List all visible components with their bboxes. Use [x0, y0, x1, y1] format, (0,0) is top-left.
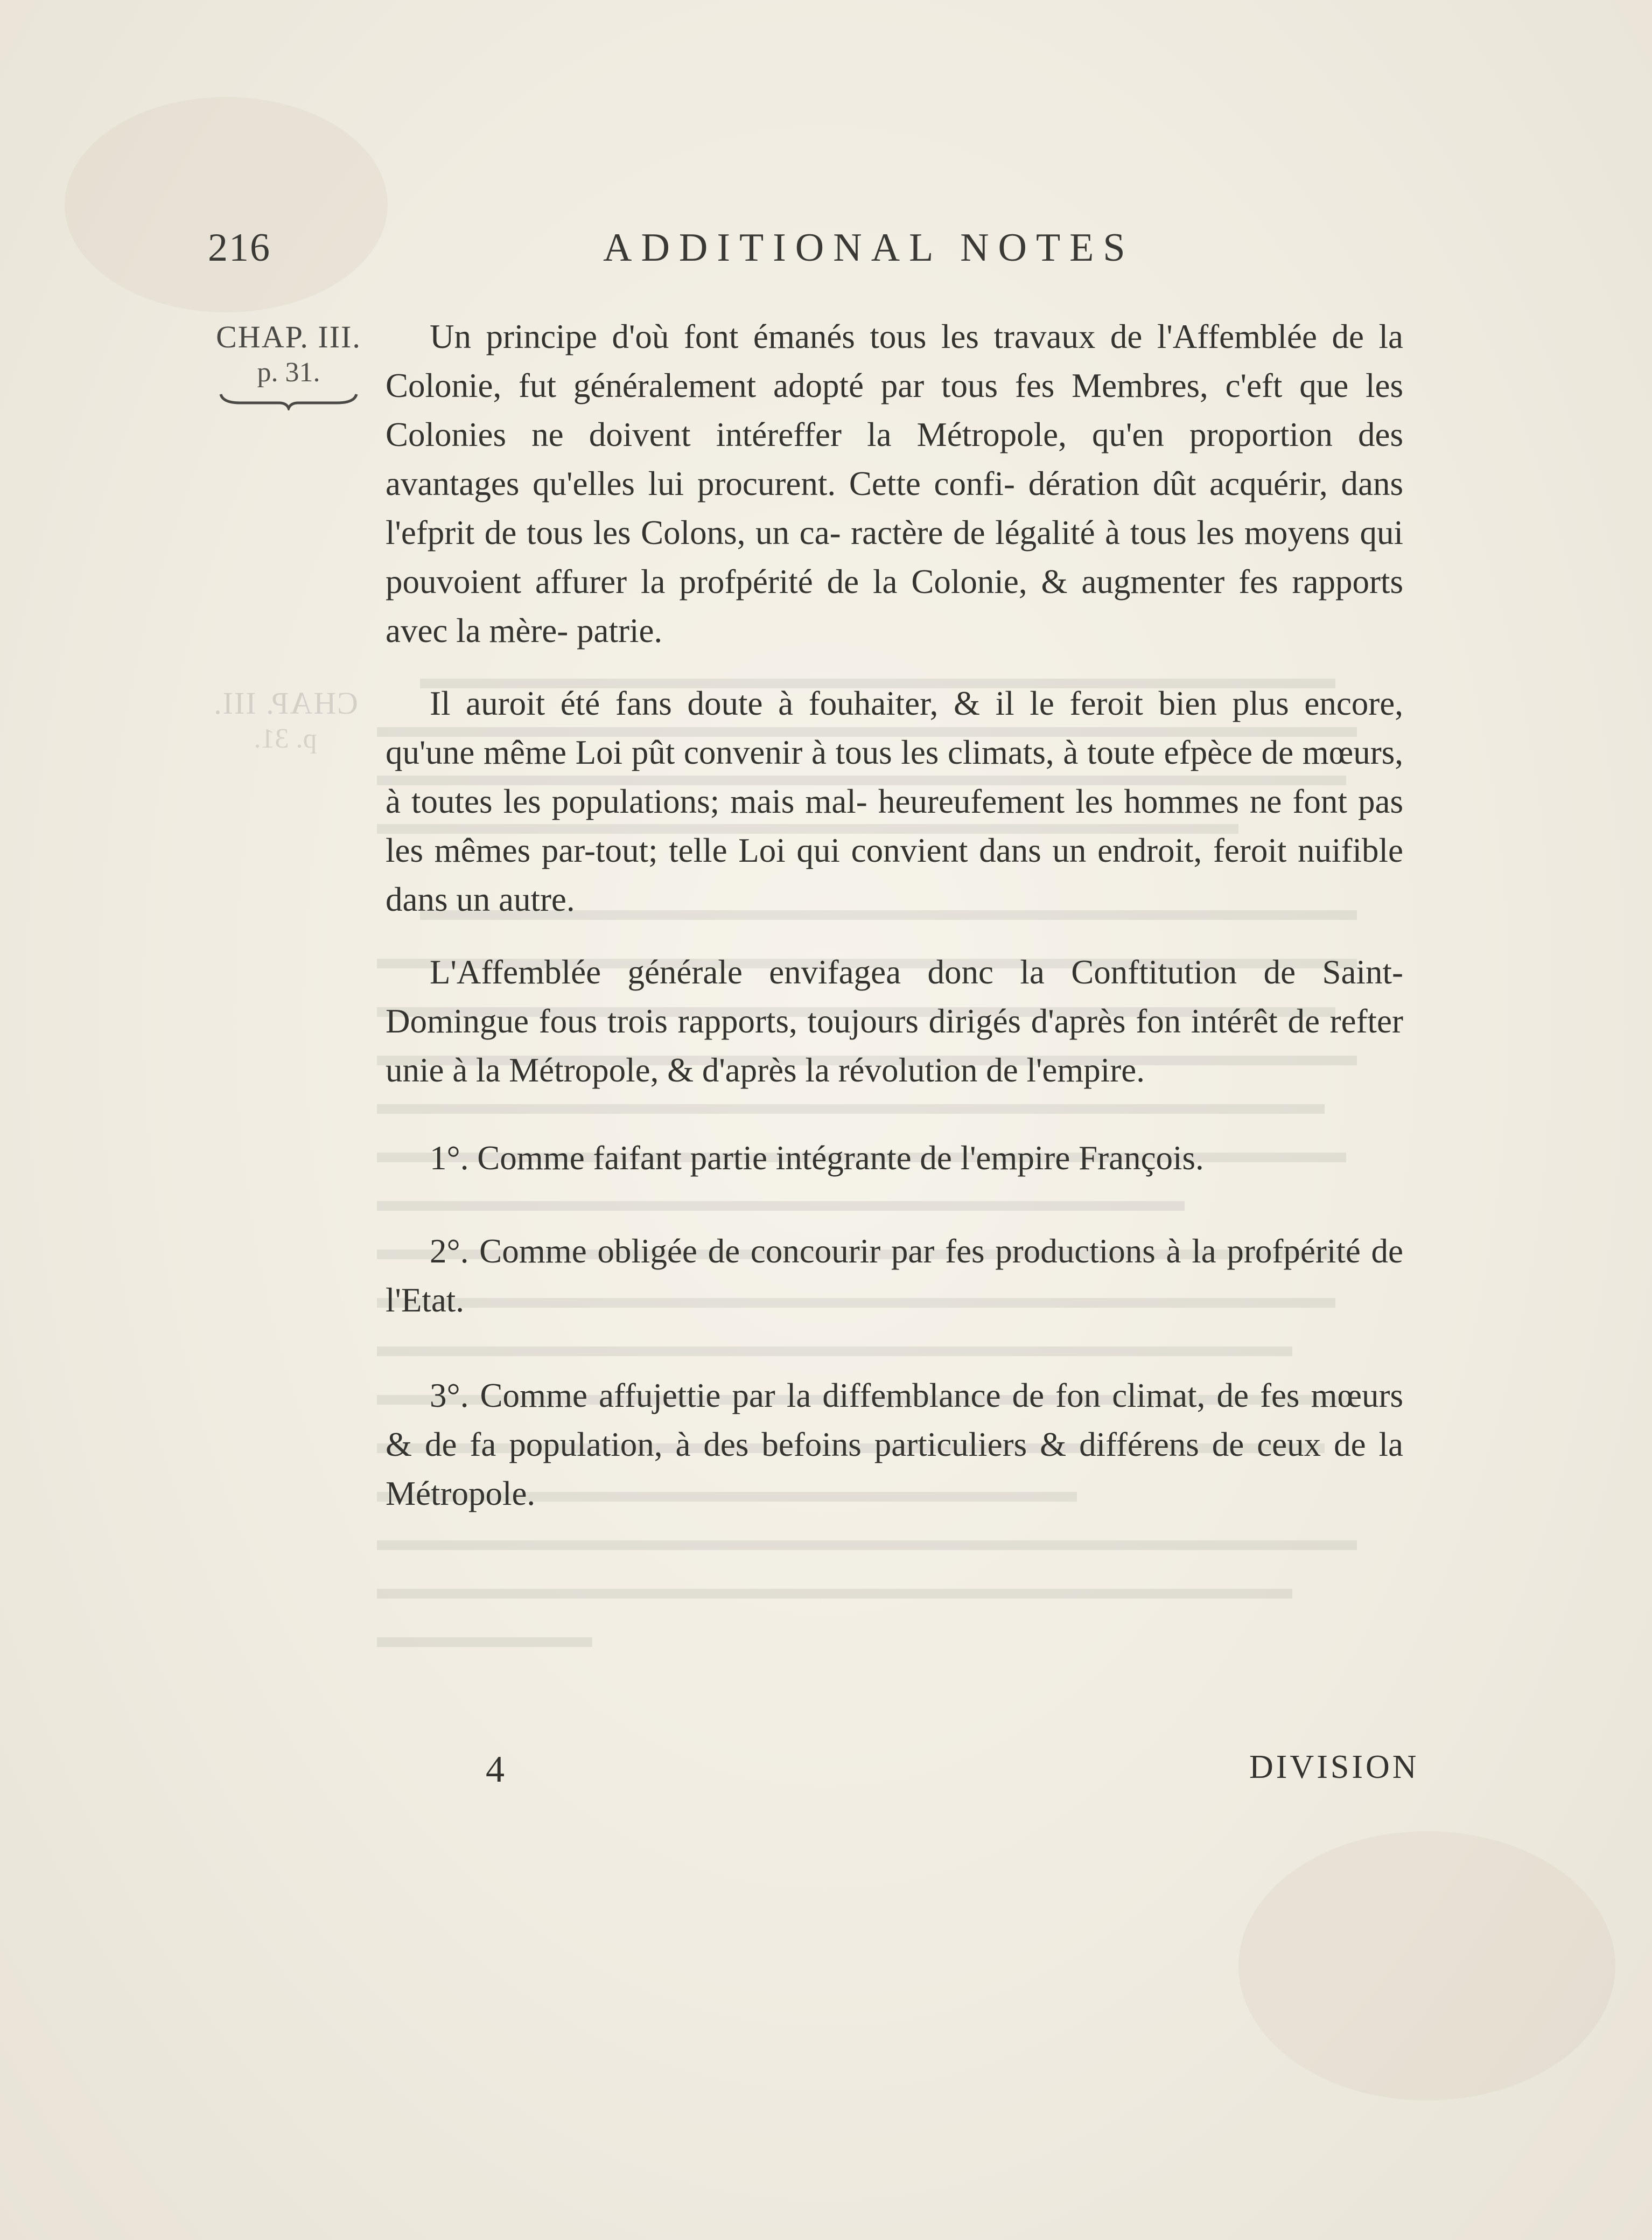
text-line: dération dût acquérir, dans l'efprit de tous les Colons, un ca- — [386, 465, 1403, 552]
text-line: patrie. — [577, 612, 663, 650]
page-header — [0, 225, 1652, 284]
text-line: L'Affemblée générale envifagea donc la Conftitution de — [430, 953, 1296, 991]
text-line: proportion des avantages qu'elles lui procurent. Cette confi- — [386, 416, 1403, 503]
text-line: 2°. Comme obligée de concourir par fes productions à la — [430, 1232, 1216, 1270]
text-line: 3°. Comme affujettie par la diffemblance de fon climat, de fes — [430, 1377, 1300, 1414]
text-line: 1°. Comme faifant partie intégrante de l'empire François. — [430, 1139, 1204, 1177]
list-item — [386, 1227, 1403, 1325]
text-line: toute efpèce de mœurs, à toutes les populations; mais mal- — [386, 734, 1404, 820]
text-line: telle Loi qui convient dans un endroit, feroit nuifible dans un — [386, 832, 1404, 918]
margin-page-ref: p. 31. — [257, 357, 320, 388]
page-number: 216 — [208, 226, 271, 270]
brace-icon — [219, 391, 359, 410]
text-line: profpérité de l'Etat. — [386, 1232, 1403, 1319]
text-line: autre. — [498, 881, 575, 918]
text-line: ractère de légalité à tous les moyens qui pouvoient affurer la — [386, 514, 1403, 601]
margin-note — [208, 318, 369, 413]
text-line: Un principe d'où font émanés tous les travaux de l'Affemblée — [430, 318, 1317, 355]
margin-chapter: CHAP. III. — [216, 319, 361, 354]
text-line: de la Colonie, fut généralement adopté par tous fes Membres, — [386, 318, 1404, 404]
text-line: Saint-Domingue fous trois rapports, toujours dirigés d'après fon — [386, 953, 1404, 1040]
text-line: de ceux de la Métropole. — [386, 1426, 1403, 1512]
text-line: l'empire. — [1026, 1051, 1145, 1089]
text-line: encore, qu'une même Loi pût convenir à tous les climats, à — [386, 685, 1403, 771]
running-head: ADDITIONAL NOTES — [603, 226, 1135, 270]
paper-stain — [1238, 1831, 1615, 2101]
signature-mark: 4 — [486, 1749, 505, 1790]
main-text — [386, 312, 1403, 1518]
text-line: profpérité de la Colonie, & augmenter fes rapports avec la mère- — [386, 563, 1403, 650]
text-line: heureufement les hommes ne font pas les mêmes par-tout; — [386, 783, 1403, 869]
paragraph — [386, 948, 1403, 1095]
catchword: DIVISION — [1249, 1749, 1419, 1785]
show-through-margin-note: CHAP. III. p. 31. — [213, 686, 358, 754]
text-line: mœurs & de fa population, à des befoins particuliers & différens — [386, 1377, 1404, 1463]
text-line: intérêt de refter unie à la Métropole, & d'après la révolution de — [386, 1002, 1403, 1089]
text-line: Il auroit été fans doute à fouhaiter, & il le feroit bien plus — [430, 685, 1289, 722]
paragraph — [386, 679, 1403, 924]
text-line: c'eft que les Colonies ne doivent intéreffer la Métropole, qu'en — [386, 367, 1403, 453]
list-item — [386, 1134, 1403, 1183]
paragraph — [386, 312, 1403, 655]
page-footer — [0, 1748, 1652, 1802]
list-item — [386, 1371, 1403, 1518]
